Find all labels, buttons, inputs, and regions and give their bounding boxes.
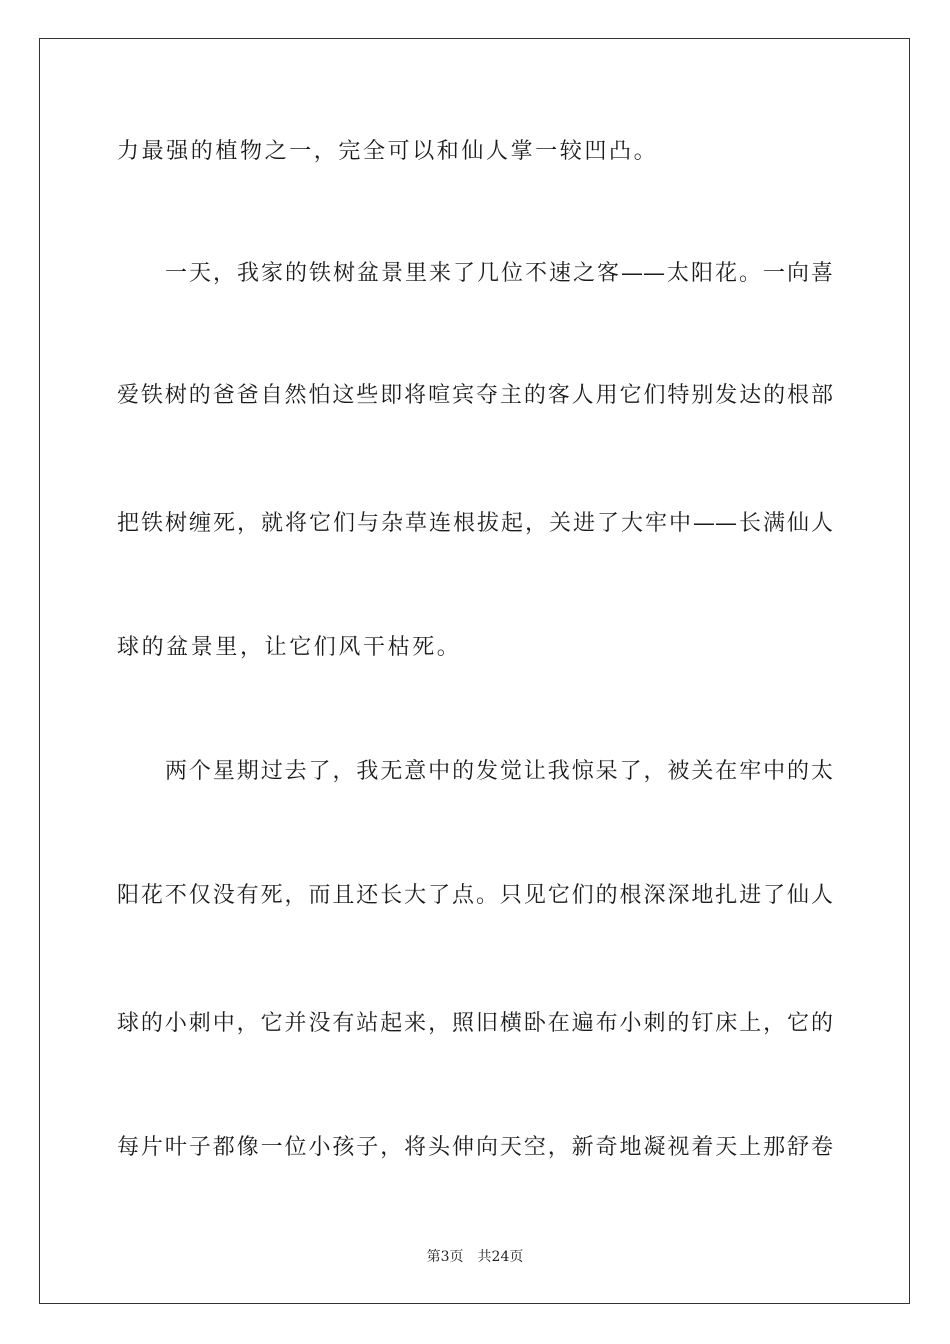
text-line-3: 爱铁树的爸爸自然怕这些即将喧宾夺主的客人用它们特别发达的根部 [117,383,833,408]
text-line-4: 把铁树缠死，就将它们与杂草连根拔起，关进了大牢中——长满仙人 [117,511,833,536]
text-line-9: 每片叶子都像一位小孩子，将头伸向天空，新奇地凝视着天上那舒卷 [117,1135,833,1160]
text-line-2: 一天，我家的铁树盆景里来了几位不速之客——太阳花。一向喜 [165,261,833,286]
text-line-1: 力最强的植物之一，完全可以和仙人掌一较凹凸。 [117,139,659,164]
text-line-5: 球的盆景里，让它们风干枯死。 [117,635,462,660]
page-frame [39,38,910,1304]
page-footer [0,1247,950,1267]
page-total: 共24页 [477,1249,524,1265]
text-line-8: 球的小刺中，它并没有站起来，照旧横卧在遍布小刺的钉床上，它的 [117,1011,833,1036]
page-number: 第3页 [426,1249,464,1265]
text-line-6: 两个星期过去了，我无意中的发觉让我惊呆了，被关在牢中的太 [165,759,833,784]
text-line-7: 阳花不仅没有死，而且还长大了点。只见它们的根深深地扎进了仙人 [117,883,833,908]
